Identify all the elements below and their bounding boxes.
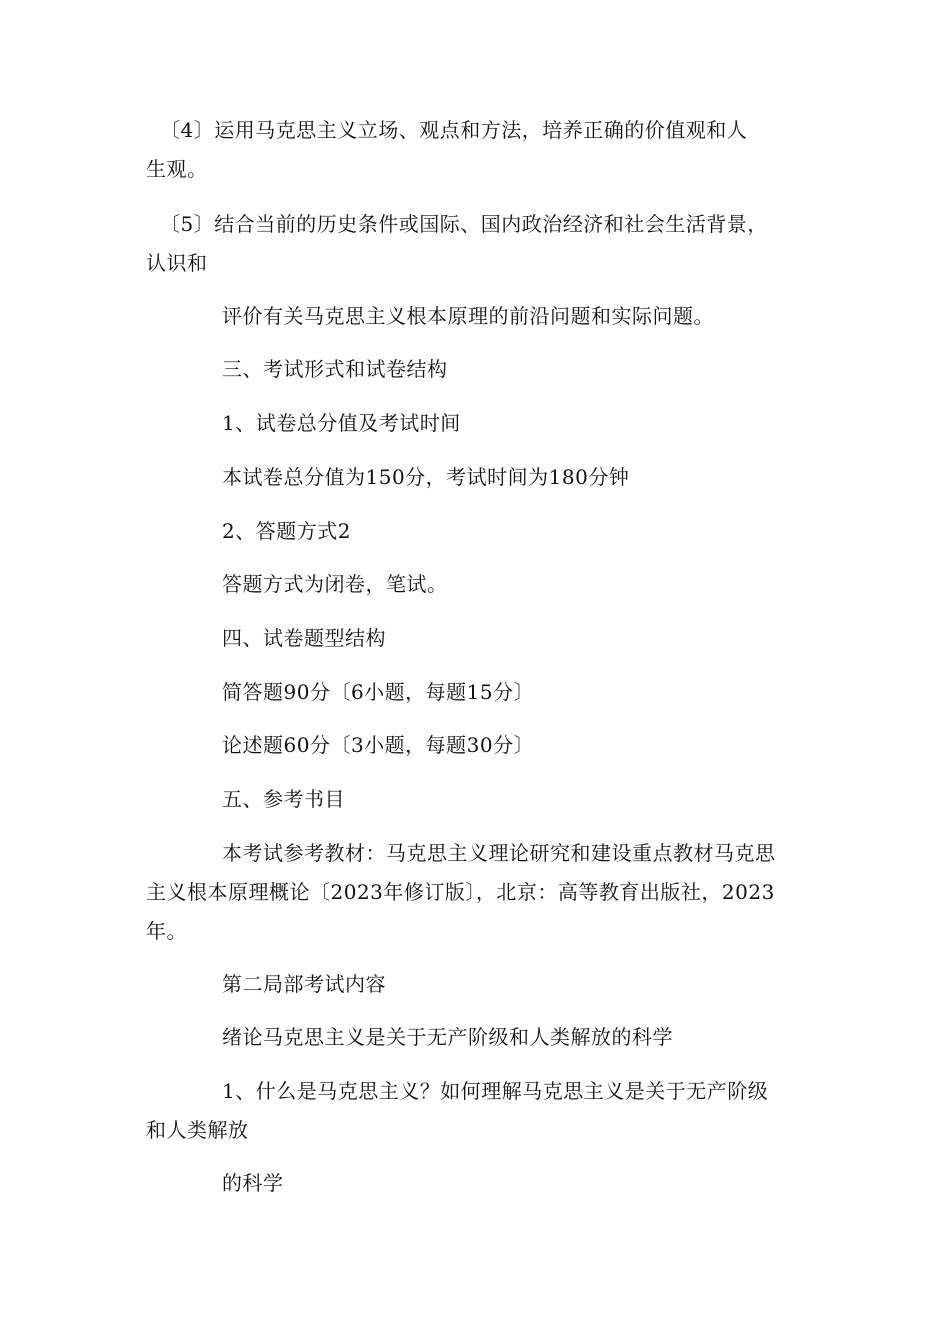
section-3-2-heading: 2、答题方式2 <box>222 519 351 543</box>
section-4-essay: 论述题60分〔3小题，每题30分〕 <box>222 733 535 757</box>
section-3-1-heading: 1、试卷总分值及考试时间 <box>222 411 461 435</box>
introduction-heading: 绪论马克思主义是关于无产阶级和人类解放的科学 <box>222 1025 673 1049</box>
section-5-body-line-3: 年。 <box>146 919 187 943</box>
objective-item-4-line-2: 生观。 <box>146 157 208 181</box>
objective-item-4-line-1: 〔4〕运用马克思主义立场、观点和方法，培养正确的价值观和人 <box>160 118 748 142</box>
section-5-heading: 五、参考书目 <box>222 787 345 811</box>
question-1-line-2: 和人类解放 <box>146 1118 249 1142</box>
part-2-heading: 第二局部考试内容 <box>222 972 386 996</box>
question-1-line-1: 1、什么是马克思主义？如何理解马克思主义是关于无产阶级 <box>222 1079 769 1103</box>
section-4-short-answer: 简答题90分〔6小题，每题15分〕 <box>222 680 535 704</box>
section-3-heading: 三、考试形式和试卷结构 <box>222 357 448 381</box>
section-4-heading: 四、试卷题型结构 <box>222 626 386 650</box>
objective-item-5-line-3: 评价有关马克思主义根本原理的前沿问题和实际问题。 <box>222 304 714 328</box>
question-1-line-3: 的科学 <box>222 1171 284 1195</box>
section-3-2-body: 答题方式为闭卷，笔试。 <box>222 572 448 596</box>
section-5-body-line-1: 本考试参考教材：马克思主义理论研究和建设重点教材马克思 <box>222 841 776 865</box>
objective-item-5-line-1: 〔5〕结合当前的历史条件或国际、国内政治经济和社会生活背景， <box>160 212 768 236</box>
objective-item-5-line-2: 认识和 <box>146 251 208 275</box>
section-5-body-line-2: 主义根本原理概论〔2023年修订版〕，北京：高等教育出版社，2023 <box>146 880 775 904</box>
section-3-1-body: 本试卷总分值为150分，考试时间为180分钟 <box>222 465 630 489</box>
